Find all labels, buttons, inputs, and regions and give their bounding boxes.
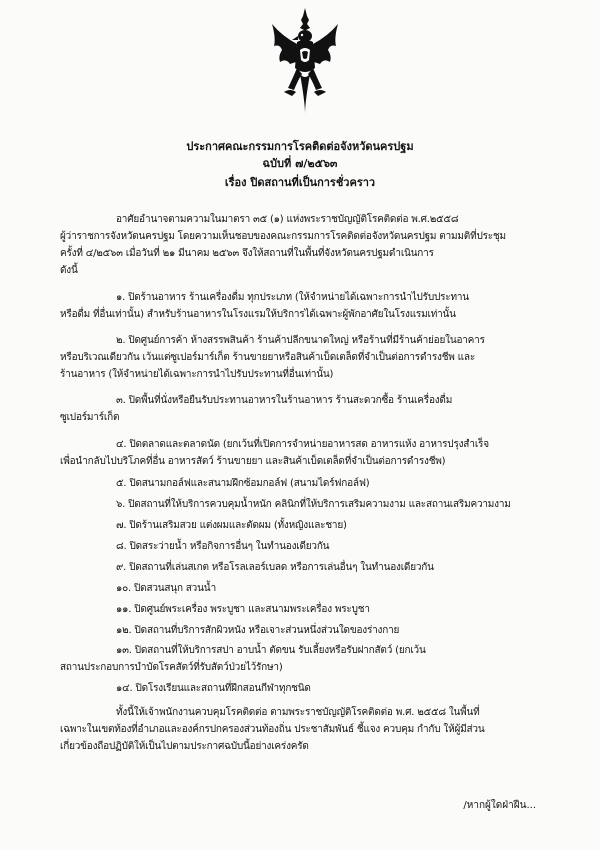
item-9: ๙. ปิดสถานที่เล่นสเกต หรือโรลเลอร์เบลด หรือการเล่นอื่นๆ ในทำนองเดียวกัน bbox=[116, 562, 434, 573]
item-6: ๖. ปิดสถานที่ให้บริการควบคุมน้ำหนัก คลินิกที่ให้บริการเสริมความงาม และสถานเสริมความงาม bbox=[116, 499, 511, 510]
garuda-emblem-icon bbox=[270, 6, 340, 118]
item-8: ๘. ปิดสระว่ายน้ำ หรือกิจการอื่นๆ ในทำนองเดียวกัน bbox=[116, 541, 330, 552]
item-5: ๕. ปิดสนามกอล์ฟและสนามฝึกซ้อมกอล์ฟ (สนามไดร์ฟกอล์ฟ) bbox=[116, 478, 370, 489]
item-4-line-1: ๔. ปิดตลาดและตลาดนัด (ยกเว้นที่เปิดการจำหน่ายอาหารสด อาหารแห้ง อาหารปรุงสำเร็จ bbox=[116, 439, 489, 450]
continuation-note: /หากผู้ใดฝ่าฝืน... bbox=[463, 800, 536, 811]
intro-line-2: ผู้ว่าราชการจังหวัดนครปฐม โดยความเห็นชอบของคณะกรรมการโรคติดต่อจังหวัดนครปฐม ตามมติที่ประชุม bbox=[60, 231, 506, 242]
item-2-line-3: ร้านอาหาร (ให้จำหน่ายได้เฉพาะการนำไปรับประทานที่อื่นเท่านั้น) bbox=[60, 369, 334, 380]
item-4-line-2: เพื่อนำกลับไปบริโภคที่อื่น อาหารสัตว์ ร้านขายยา และสินค้าเบ็ดเตล็ดที่จำเป็นต่อการดำรงชีพ) bbox=[60, 456, 446, 467]
item-12: ๑๒. ปิดสถานที่บริการสักผิวหนัง หรือเจาะส่วนหนึ่งส่วนใดของร่างกาย bbox=[116, 625, 400, 636]
item-2-line-2: หรือบริเวณเดียวกัน เว้นแต่ซูเปอร์มาร์เก็ต ร้านขายยาหรือสินค้าเบ็ดเตล็ดที่จำเป็นต่อการดำรงชีพ และ bbox=[60, 352, 476, 363]
item-13-line-1: ๑๓. ปิดสถานที่ให้บริการสปา อาบน้ำ ตัดขน รับเลี้ยงหรือรับฝากสัตว์ (ยกเว้น bbox=[116, 645, 426, 656]
closing-line-2: เฉพาะในเขตท้องที่อำเภอและองค์กรปกครองส่วนท้องถิ่น ประชาสัมพันธ์ ชี้แจง ควบคุม กำกับ ให้ผู้มีส่วน bbox=[60, 724, 485, 735]
announcement-subject: เรื่อง ปิดสถานที่เป็นการชั่วคราว bbox=[224, 176, 376, 189]
item-3-line-2: ซูเปอร์มาร์เก็ต bbox=[60, 412, 120, 423]
intro-line-4: ดังนี้ bbox=[60, 265, 78, 276]
closing-line-3: เกี่ยวข้องถือปฏิบัติให้เป็นไปตามประกาศฉบับนี้อย่างเคร่งครัด bbox=[60, 741, 309, 752]
announcement-number: ฉบับที่ ๗/๒๕๖๓ bbox=[262, 157, 338, 170]
item-1-line-1: ๑. ปิดร้านอาหาร ร้านเครื่องดื่ม ทุกประเภท (ให้จำหน่ายได้เฉพาะการนำไปรับประทาน bbox=[116, 292, 469, 303]
intro-line-1: อาศัยอำนาจตามความในมาตรา ๓๕ (๑) แห่งพระราชบัญญัติโรคติดต่อ พ.ศ.๒๕๕๘ bbox=[116, 214, 459, 225]
closing-line-1: ทั้งนี้ให้เจ้าพนักงานควบคุมโรคติดต่อ ตามพระราชบัญญัติโรคติดต่อ พ.ศ. ๒๕๕๘ ในพื้นที่ bbox=[116, 707, 480, 718]
item-13-line-2: สถานประกอบการบำบัดโรคสัตว์ที่รับสัตว์ป่วยไว้รักษา) bbox=[60, 662, 283, 673]
announcement-issuer: ประกาศคณะกรรมการโรคติดต่อจังหวัดนครปฐม bbox=[186, 140, 414, 153]
item-11: ๑๑. ปิดศูนย์พระเครื่อง พระบูชา และสนามพระเครื่อง พระบูชา bbox=[116, 604, 370, 615]
item-2-line-1: ๒. ปิดศูนย์การค้า ห้างสรรพสินค้า ร้านค้าปลีกขนาดใหญ่ หรือร้านที่มีร้านค้าย่อยในอาคาร bbox=[116, 335, 485, 346]
item-3-line-1: ๓. ปิดพื้นที่นั่งหรือยืนรับประทานอาหารในร้านอาหาร ร้านสะดวกซื้อ ร้านเครื่องดื่ม bbox=[116, 395, 453, 406]
intro-line-3: ครั้งที่ ๔/๒๕๖๓ เมื่อวันที่ ๒๑ มีนาคม ๒๕๖๓ จึงให้สถานที่ในพื้นที่จังหวัดนครปฐมดำเนินการ bbox=[60, 248, 434, 259]
item-10: ๑๐. ปิดสวนสนุก สวนน้ำ bbox=[116, 583, 216, 594]
item-1-line-2: หรือดื่ม ที่อื่นเท่านั้น) สำหรับร้านอาหารในโรงแรมให้บริการได้เฉพาะผู้พักอาศัยในโรงแรมเท่านั้น bbox=[60, 309, 456, 320]
item-14: ๑๔. ปิดโรงเรียนและสถานที่ฝึกสอนกีฬาทุกชนิด bbox=[116, 683, 311, 694]
item-7: ๗. ปิดร้านเสริมสวย แต่งผมและตัดผม (ทั้งหญิงและชาย) bbox=[116, 520, 347, 531]
